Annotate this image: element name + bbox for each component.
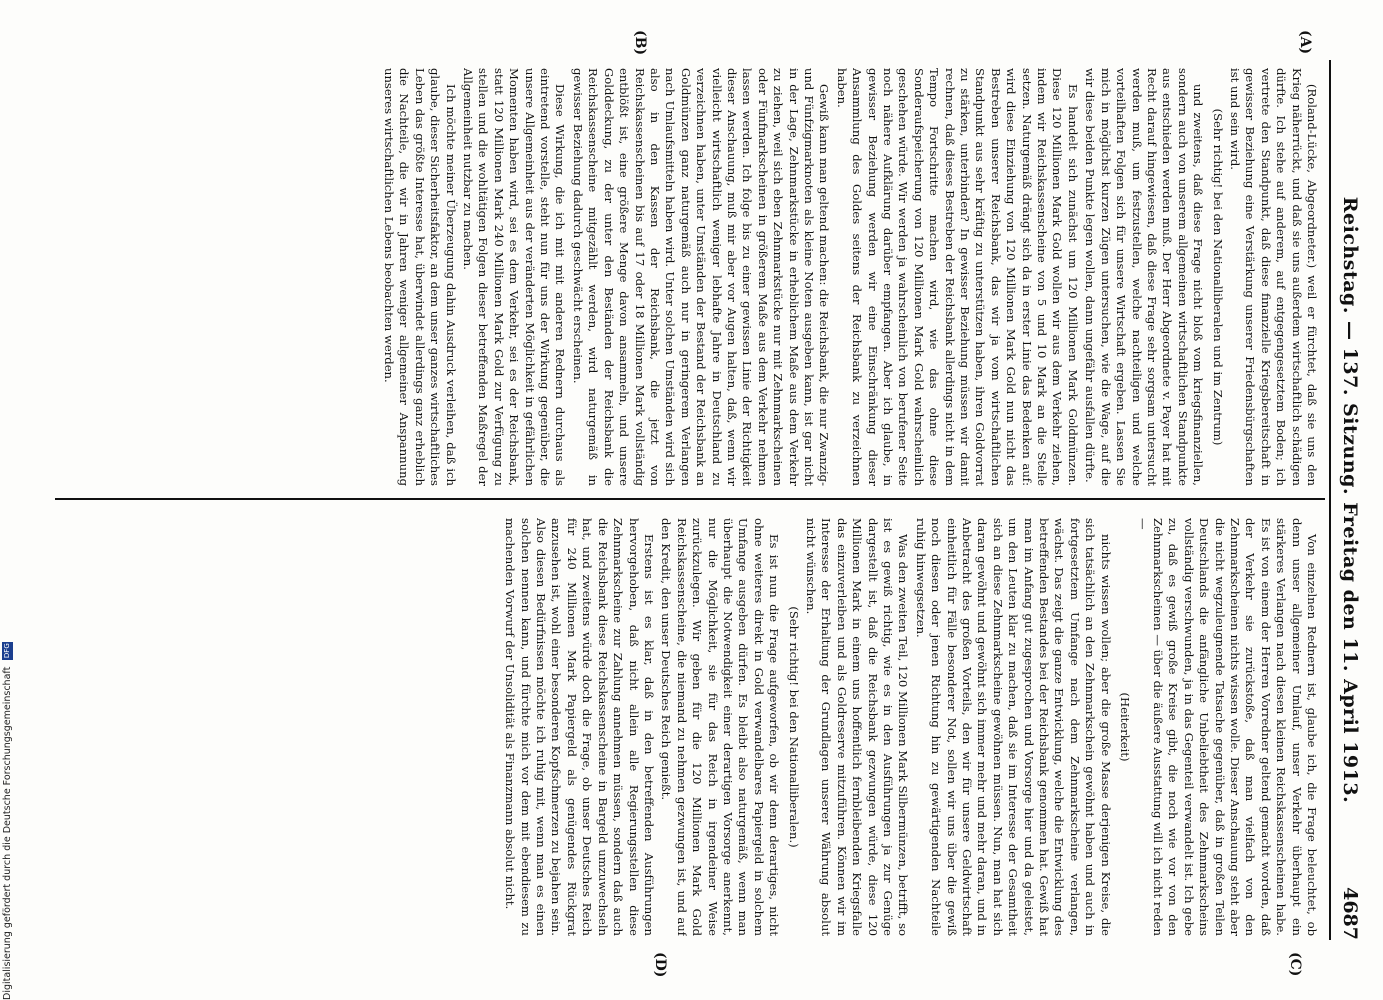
page-number: 4687 (1339, 887, 1361, 940)
paragraph: (Roland-Lücke, Abgeordneter.) weil er fürchtet, daß sie uns den Krieg näherrückt, und daß sie uns außerdem wirtschaftlich schädigen dürfte. Ich stehe auf anderem, auf entgegengesetztem Boden; ich vertrete den Standpunkt, daß diese finanzielle Kriegsbereitschaft in gewisser Beziehung eine Verstärkung unserer Friedensbürgschaften ist und sein wird. (1227, 68, 1319, 486)
credit-text: Digitalisierung gefördert durch die Deutsche Forschungsgemeinschaft (2, 666, 13, 1000)
margin-marker-a: (A) (1297, 30, 1313, 55)
paragraph: Ich möchte meiner Überzeugung dahin Ausdruck verleihen, daß ich glaube, dieser Sicherheitsfaktor, an dem unser ganzes wirtschaftliches Leben das größte Interesse hat, überwindet allerdings ganz erheblich die Nachteile, die wir in Jahren weniger allgemeiner Anspannung unseres wirtschaftlichen Lebens beobachten werden. (382, 68, 458, 486)
paragraph: Von einzelnen Rednern ist, glaube ich, die Frage beleuchtet, ob denn unser allgemeiner Umlauf, unser Verkehr überhaupt ein stärkeres Verlangen nach diesen kleinen Reichskassenscheinen habe. Es ist von einem der Herren Vorredner geltend gemacht worden, daß der Verkehr sie zurückstoße, daß man vielfach von den Zehnmarkscheinen nichts wissen wolle. Dieser Anschauung steht aber die nicht wegzuleugnende Tatsache gegenüber, daß in großen Teilen Deutschlands die anfängliche Unbeliebtheit des Zehnmarkscheins vollständig verschwunden, ja in das Gegenteil verwandelt ist. Ich gebe zu, daß es gewiß große Kreise gibt, die noch wie vor von den Zehnmarkscheinen — über die äußere Ausstattung will ich nicht reden — (1135, 518, 1319, 936)
margin-marker-d: (D) (652, 952, 668, 978)
right-column (49, 518, 1319, 936)
paragraph: Diese Wirkung, die ich mit mit anderen Rednern durchaus als eintretend vorstelle, steht nun für uns der Wirkung gegenüber, die unsere Allgemeinheit aus der veränderten Möglichkeit in gefährlichen Momenten haben wird, sei es dem Verkehr, sei es der Reichsbank, statt 120 Millionen Mark 240 Millionen Mark Gold zur Verfügung zu stellen und die wohltätigen Folgen dieser betreffenden Maßregel der Allgemeinheit nutzbar zu machen. (461, 68, 568, 486)
dfg-logo: DFG (3, 643, 11, 659)
digitization-credit (2, 600, 16, 1000)
paragraph: und zweitens, daß diese Frage nicht bloß vom kriegsfinanziellen, sondern auch von unserem allgemeinen wirtschaftlichen Standpunkte aus entschieden werden muß. Der Herr Abgeordnete v. Payer hat mit Recht darauf hingewiesen, daß diese Frage sehr sorgsam untersucht werden muß, um festzustellen, welche nachteiligen und welche vorteilhaften Folgen sich für unsere Wirtschaft ergeben. Lassen Sie mich in möglichst kurzen Zügen untersuchen, wie die Wage, auf die wir diese beiden Punkte legen wollen, dann ungefähr ausfallen dürfte. (1083, 68, 1206, 486)
left-column (49, 68, 1319, 486)
paragraph: Es ist nun die Frage aufgeworfen, ob wir denn derartiges, nicht ohne weiteres direkt in Gold verwandelbares Papiergeld in solchem Umfange ausgeben dürfen. Es bleibt also naturgemäß, wenn man überhaupt die Notwendigkeit einer derartigen Vorsorge anerkennt, nur die Möglichkeit, sie für das Reich in irgendeiner Weise zurückzulegen. Wir geben für die 120 Millionen Mark Gold Reichskassenscheine, die niemand zu nehmen gezwungen ist, und auf den Kredit, den unser Deutsches Reich genießt. (659, 518, 782, 936)
paragraph: Erstens ist es klar, daß in den betreffenden Ausführungen hervorgehoben, daß nicht allein alle Regierungsstellen diese Zehnmarkscheine zur Zahlung annehmen müssen, sondern daß auch die Reichsbank diese Reichskassenscheine in Bargeld umzuwechseln hat, und zweitens würde doch die Frage, ob unser Deutsches Reich für 240 Millionen Mark Papiergeld als genügendes Rückgrat anzusehen ist, wohl einer besonderen Kopfschmerzen zu bejahen sein. Also diesen Bedürfnissen möchte ich ruhig mit, wenn man es einen solchen nennen kann, und fürchte mich vor dem mit ebendiesem zu machenden Vorwurf der Unsolidität als Finanzmann absolut nicht. (503, 518, 656, 936)
interjection: (Sehr richtig! bei den Nationalliberalen und im Zentrum) (1210, 108, 1225, 446)
paragraph: Gewiß kann man geltend machen: die Reichsbank, die nur Zwanzig- und Fünfzigmarknoten als kleine Noten ausgeben kann, ist gar nicht in der Lage, Zehnmarkstücke in erheblichem Maße aus dem Verkehr zu ziehen, weil sich eben Zehnmarkstücke nur mit Zehnmarkscheinen oder Fünfmarkscheinen in größerem Maße aus dem Verkehr nehmen lassen werden. Ich folge bis zu einer gewissen Linie der Richtigkeit dieser Anschauung, muß mir aber vor Augen halten, daß, wenn wir vielleicht wirtschaftlich weniger lebhafte Jahre in Deutschland zu verzeichnen haben, unter Umständen der Bestand der Reichsbank an Goldmünzen ganz naturgemäß auch nur in geringerem Verlangen nach Umlaufsmitteln haben wird. Unter solchen Umständen wird sich also in den Kassen der Reichsbank, die jetzt von Reichskassenscheinen bis auf 17 oder 18 Millionen Mark vollständig entblößt ist, eine größere Menge davon ansammeln, und unsere Golddeckung, zu der unter den Beständen der Reichsbank die Reichskassenscheine mitgezählt werden, wird naturgemäß in gewisser Beziehung dadurch geschwächt erscheinen. (570, 68, 832, 486)
column-divider (55, 498, 1325, 500)
paragraph: nichts wissen wollen; aber die große Masse derjenigen Kreise, die sich tatsächlich an den Zehnmarkschein gewöhnt haben und auch in fortgesetztem Umfange nach dem Zehnmarkscheine verlangen, wächst. Das zeigt die ganze Entwicklung, welche die Entwicklung des betreffenden Bestandes bei der Reichsbank genommen hat. Gewiß hat man im Anfang gut zugesprochen und Vorsorge hier und da geleistet, um den Leuten klar zu machen, daß sie im Interesse der Gesamtheit sich an diese Zehnmarkscheine gewöhnen müssen. Nun, man hat sich daran gewöhnt und gewöhnt sich immer mehr und mehr daran, und in Anbetracht des großen Vorteils, den wir für unsere Geldwirtschaft einheitlich für Fälle besonderer Not, sollen wir uns über die gewiß noch diesen oder jenen Richtung hin zu gewärtigenden Nachteile ruhig hinwegsetzen. (913, 518, 1113, 936)
page-header (1335, 60, 1365, 940)
header-rule (1329, 60, 1331, 940)
margin-marker-b: (B) (632, 30, 648, 56)
interjection: (Heiterkeit) (1118, 692, 1133, 762)
margin-marker-c: (C) (1287, 952, 1303, 977)
paragraph: Es handelt sich zunächst um 120 Millionen Mark Goldmünzen. Diese 120 Millionen Mark Gold wollen wir aus dem Verkehr ziehen, indem wir Reichskassenscheine von 5 und 10 Mark an die Stelle setzen. Naturgemäß drängt sich da in erster Linie das Bedenken auf: wird diese Einziehung von 120 Millionen Mark Gold nun nicht das Bestreben unserer Reichsbank, das wir ja vom wirtschaftlichen Standpunkt aus sehr kräftig zu unterstützen haben, ihren Goldvorrat zu stärken, unterbinden? In gewisser Beziehung müssen wir damit rechnen, daß dieses Bestreben der Reichsbank allerdings nicht in dem Tempo Fortschritte machen wird, wie das ohne diese Sonderaufspeicherung von 120 Millionen Mark Gold wahrscheinlich geschehen würde. Wir werden ja wahrscheinlich von berufener Seite noch nähere Aufklärung darüber empfangen. Aber ich glaube, in gewisser Beziehung werden wir eine Einschränkung dieser Ansammlung des Goldes seitens der Reichsbank zu verzeichnen haben. (834, 68, 1080, 486)
interjection: (Sehr richtig! bei den Nationalliberalen.) (786, 606, 801, 848)
running-head: Reichstag. — 137. Sitzung. Freitag den 11. April 1913. (1339, 196, 1361, 804)
paragraph: Was den zweiten Teil, 120 Millionen Mark Silbermünzen, betrifft, so ist es gewiß richtig, wie es in den Ausführungen ja zur Genüge dargestellt ist, daß die Reichsbank gezwungen würde, diese 120 Millionen Mark in einem uns hoffentlich fernbleibenden Kriegsfalle das einzuverleiben und als Goldreserve mitzuführen. Können wir im Interesse der Erhaltung der Grundlagen unserer Währung absolut nicht wünschen. (804, 518, 911, 936)
